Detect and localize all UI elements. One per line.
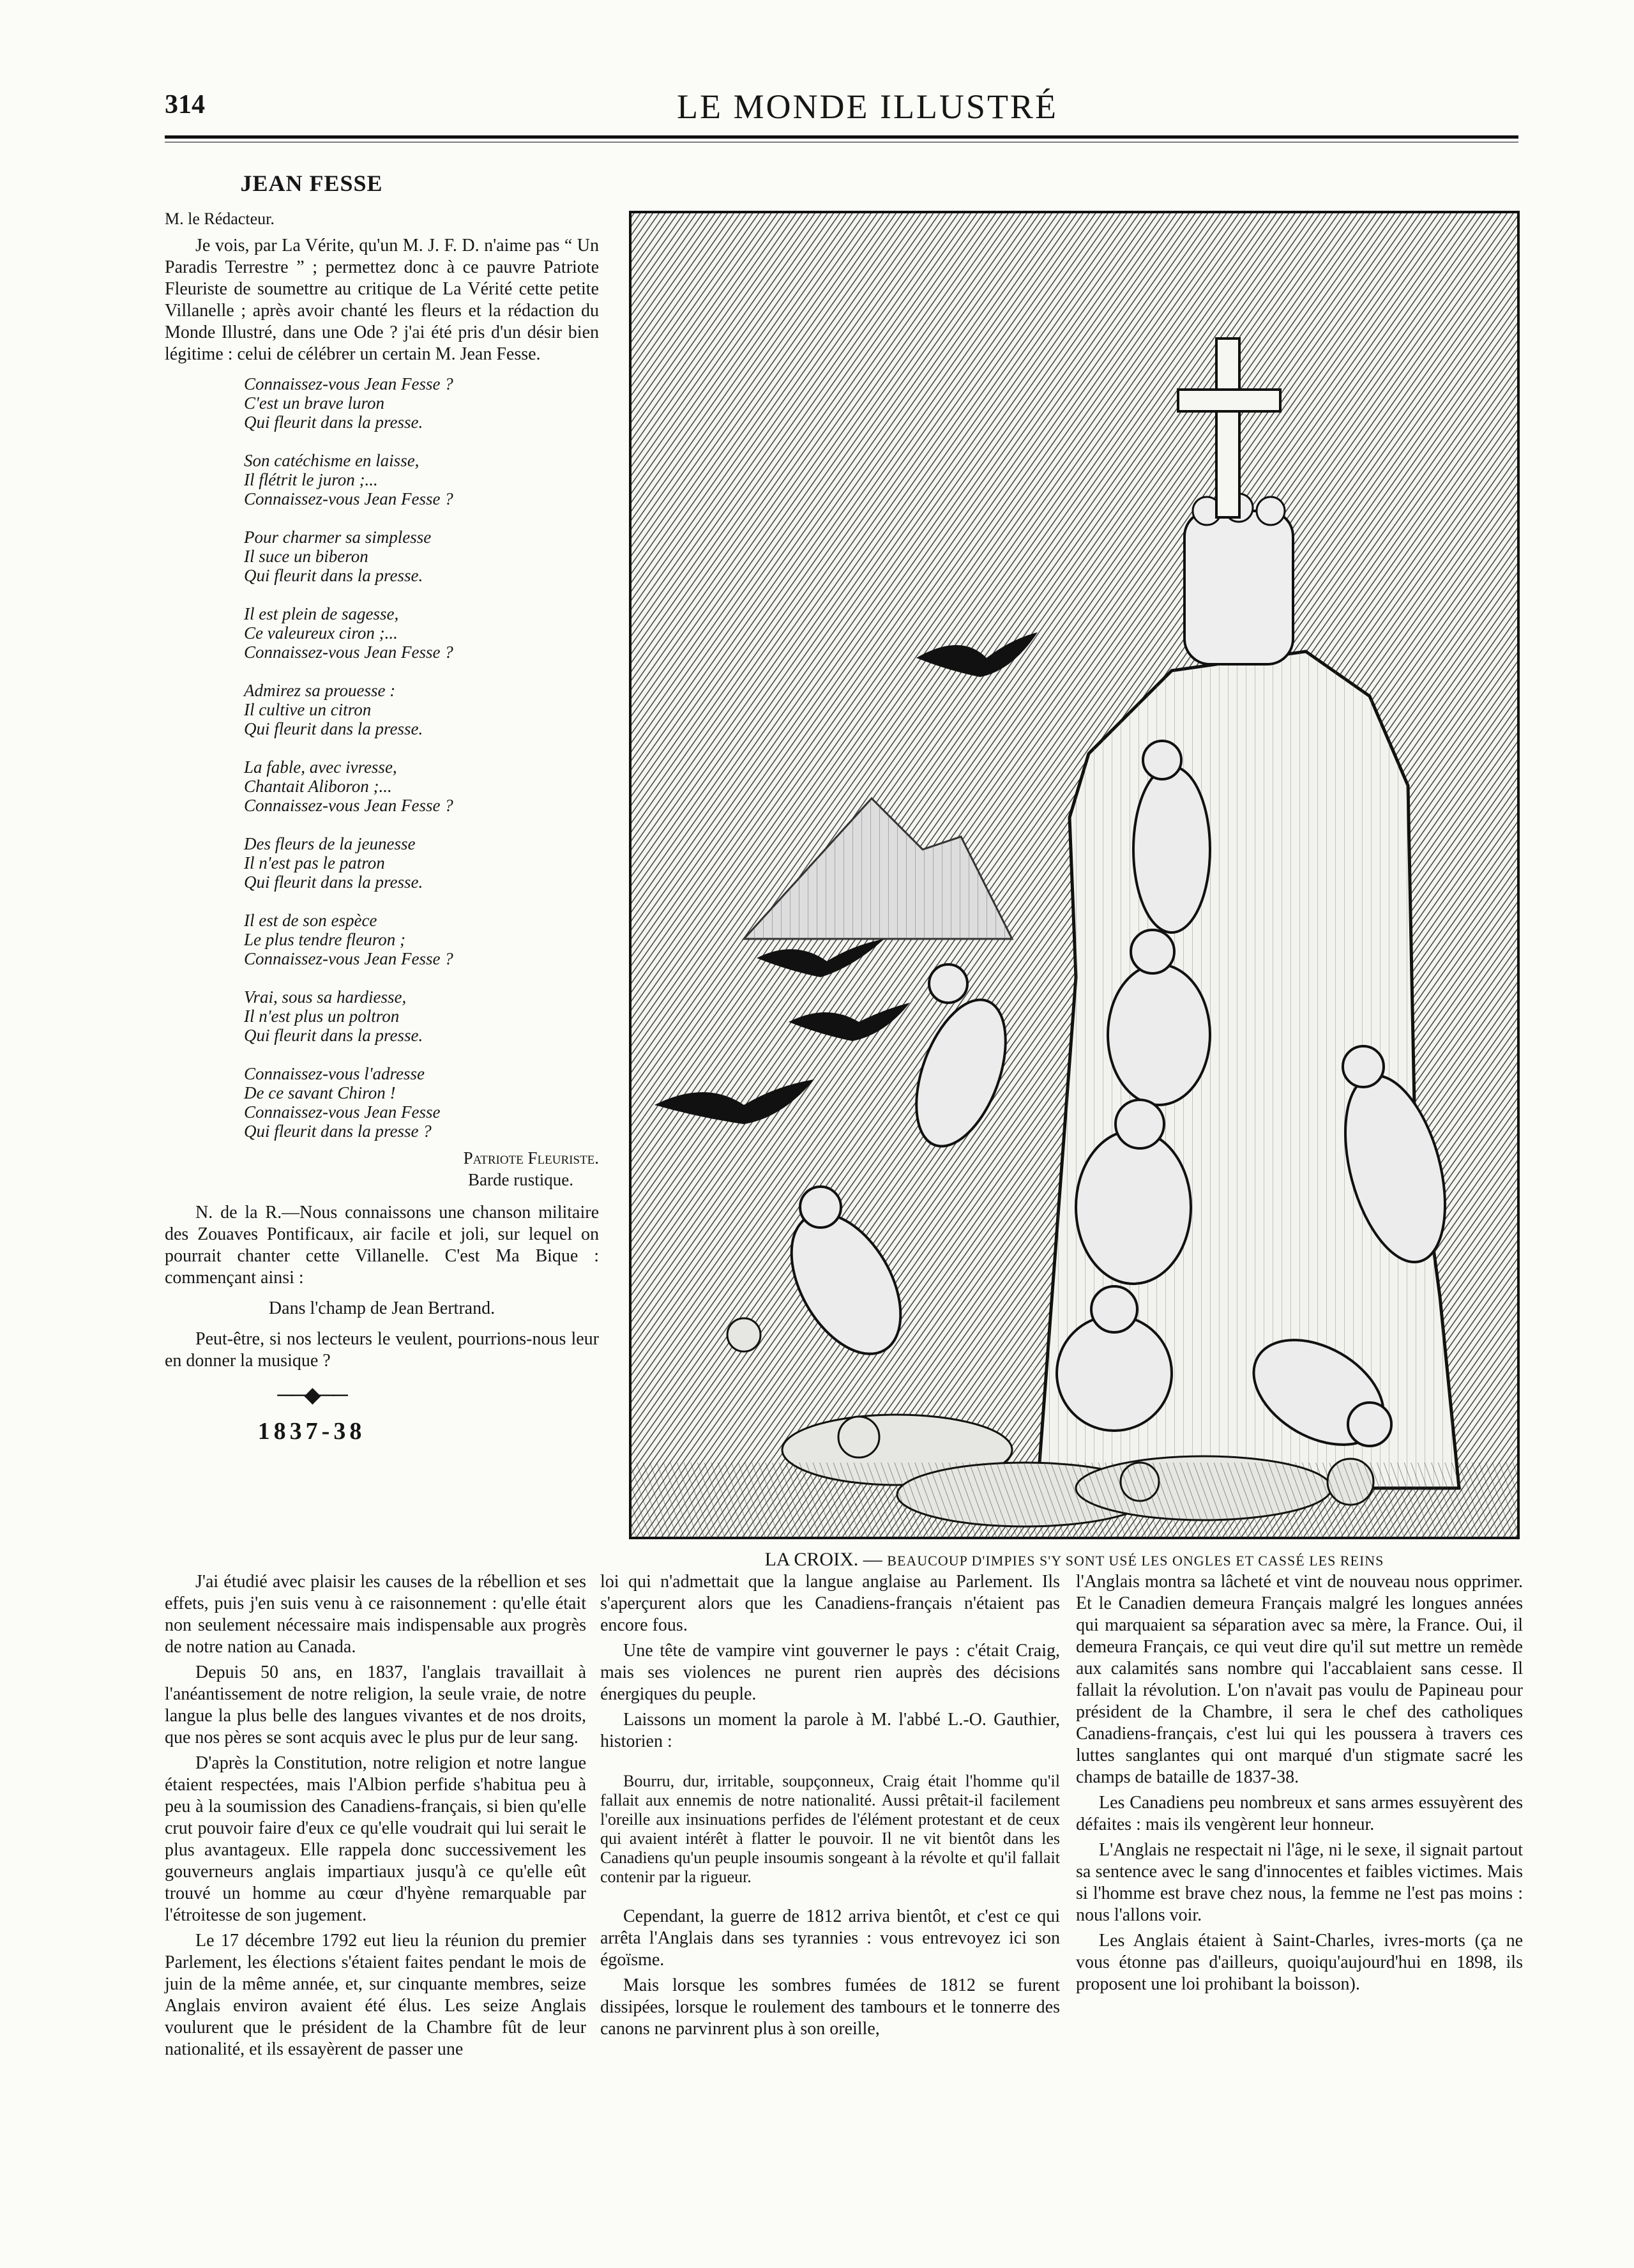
illustration-caption (629, 1549, 1520, 1571)
page-number: 314 (165, 90, 205, 119)
engraving-image (629, 211, 1520, 1539)
paragraph-continued: l'Anglais montra sa lâcheté et vint de nouveau nous opprimer. Et le Canadien demeura Français malgré les longues années qui marquaient sa séparation avec sa mère, la France. Oui, il demeura Français, ce qui veut dire qu'il sut mettre un remède aux calamités sans nombre qui l'accablaient sans cesse. Il fallait la révolution. L'on n'avait pas voulu de Papineau pour président de la Chambre, il sera le chef des catholiques Canadiens-français, c'est lui qui les poussera à travers ces luttes sanglantes qui ont marqué d'un stigmate sacré les champs de bataille de 1837-38. (1076, 1572, 1523, 1787)
editor-note: N. de la R.—Nous connaissons une chanson militaire des Zouaves Pontificaux, air facile et joli, sur lequel on pourrait chanter cette Villanelle. C'est Ma Bique : commençant ainsi : (165, 1203, 599, 1288)
article-1837-col2 (600, 1571, 1060, 2044)
caption-main: LA CROIX. — (764, 1549, 882, 1570)
paragraph: J'ai étudié avec plaisir les causes de la rébellion et ses effets, puis j'en suis venu à ce raisonnement : qu'elle était non seulement nécessaire mais indispensable aux progrès de notre nation au Canada. (165, 1572, 586, 1657)
stanza: Il est plein de sagesse, Ce valeureux ciron ;... Connaissez-vous Jean Fesse ? (244, 604, 453, 662)
paragraph-continued: loi qui n'admettait que la langue anglaise au Parlement. Ils s'aperçurent alors que les Canadiens-français n'étaient pas encore fous. (600, 1572, 1060, 1635)
caption-sub: BEAUCOUP D'IMPIES S'Y SONT USÉ LES ONGLES ET CASSÉ LES REINS (887, 1553, 1384, 1569)
signature-title: Barde rustique. (468, 1170, 573, 1189)
paragraph: Cependant, la guerre de 1812 arriva bientôt, et c'est ce qui arrêta l'Anglais dans ses tyrannies : vous entrevoyez ici son égoïsme. (600, 1906, 1060, 1970)
stanza: Son catéchisme en laisse, Il flétrit le juron ;... Connaissez-vous Jean Fesse ? (244, 451, 453, 508)
paragraph: Les Anglais étaient à Saint-Charles, ivres-morts (ça ne vous étonne pas d'ailleurs, quoiqu'aujourd'hui en 1898, ils proposent une loi prohibant la boisson). (1076, 1931, 1523, 1994)
paragraph: Les Canadiens peu nombreux et sans armes essuyèrent des défaites : mais ils vengèrent leur honneur. (1076, 1793, 1523, 1834)
stanza: Pour charmer sa simplesse Il suce un biberon Qui fleurit dans la presse. (244, 528, 432, 585)
article-title: JEAN FESSE (240, 171, 383, 196)
intro-paragraph: Je vois, par La Vérite, qu'un M. J. F. D. n'aime pas “ Un Paradis Terrestre ” ; permettez donc à ce pauvre Patriote Fleuriste de soumettre au critique de La Vérité cette petite Villanelle ; après avoir chanté les fleurs et la rédaction du Monde Illustré, dans une Ode ? j'ai été pris d'un désir bien légitime : celui de célébrer un certain M. Jean Fesse. (165, 236, 599, 364)
block-quote: Bourru, dur, irritable, soupçonneux, Craig était l'homme qu'il fallait aux ennemis de notre nationalité. Aussi prêtait-il facilement l'oreille aux insinuations perfides de l'élément protestant et de ceux qui avaient intérêt à flatter le pouvoir. Il ne vit bientôt dans les Canadiens qu'un peuple insoumis songeant à la révolte et qu'il fallait contenir par la rigueur. (600, 1772, 1060, 1886)
paragraph: Une tête de vampire vint gouverner le pays : c'était Craig, mais ses violences ne purent rien auprès des décisions énergiques du peuple. (600, 1641, 1060, 1704)
stanza: Des fleurs de la jeunesse Il n'est pas le patron Qui fleurit dans la presse. (244, 834, 423, 892)
header-rule (165, 135, 1518, 139)
masthead: LE MONDE ILLUSTRÉ (677, 88, 1058, 126)
paragraph: Le 17 décembre 1792 eut lieu la réunion du premier Parlement, les élections s'étaient faites pendant le mois de juin de la même année, et, sur cinquante membres, seize Anglais environ avaient été élus. Les seize Anglais voulurent que le président de la Chambre fût de leur nationalité, et ils essayèrent de passer une (165, 1931, 586, 2059)
ornament-divider: ──◆── (277, 1383, 346, 1407)
signature: Patriote Fleuriste. (463, 1148, 599, 1168)
stanza: Admirez sa prouesse : Il cultive un citron Qui fleurit dans la presse. (244, 681, 423, 738)
article-title-1837: 1837-38 (257, 1418, 366, 1445)
paragraph: Laissons un moment la parole à M. l'abbé L.-O. Gauthier, historien : (600, 1710, 1060, 1751)
paragraph: Mais lorsque les sombres fumées de 1812 se furent dissipées, lorsque le roulement des tambours et le tonnerre des canons ne parvinrent plus à son oreille, (600, 1975, 1060, 2039)
paragraph: L'Anglais ne respectait ni l'âge, ni le sexe, il signait partout sa sentence avec le sang d'innocentes et faibles victimes. Mais si l'homme est brave chez nous, la femme ne l'est pas moins : nous l'allons voir. (1076, 1840, 1523, 1925)
stanza: Il est de son espèce Le plus tendre fleuron ; Connaissez-vous Jean Fesse ? (244, 911, 453, 968)
paragraph: Depuis 50 ans, en 1837, l'anglais travaillait à l'anéantissement de notre religion, la seule vraie, de notre langue la plus belle des langues vivantes et de nos droits, que nos pères se sont acquis avec le plus pur de leur sang. (165, 1663, 586, 1747)
paragraph: D'après la Constitution, notre religion et notre langue étaient respectées, mais l'Albion perfide s'habitua peu à peu à la soumission des Canadiens-français, si bien qu'elle crut pouvoir faire d'eux ce qu'elle voudrait qui lui serait le plus avantageux. Elle rappela donc successivement les gouverneurs anglais impartiaux jusqu'à ce qu'elle eût trouvé un homme au cœur d'hyène remarquable par l'étroitesse de son jugement. (165, 1753, 586, 1925)
song-line: Dans l'champ de Jean Bertrand. (268, 1298, 495, 1318)
article-1837-col3 (1076, 1571, 1523, 1999)
closing-paragraph: Peut-être, si nos lecteurs le veulent, pourrions-nous leur en donner la musique ? (165, 1329, 599, 1371)
article-1837-col1 (165, 1571, 586, 2064)
illustration-la-croix (629, 211, 1520, 1539)
stanza: Vrai, sous sa hardiesse, Il n'est plus un poltron Qui fleurit dans la presse. (244, 987, 423, 1045)
stanza: Connaissez-vous l'adresse De ce savant Chiron ! Connaissez-vous Jean Fesse Qui fleurit dans la presse ? (244, 1064, 441, 1141)
salutation: M. le Rédacteur. (165, 209, 275, 228)
stanza: Connaissez-vous Jean Fesse ? C'est un brave luron Qui fleurit dans la presse. (244, 374, 453, 432)
stanza: La fable, avec ivresse, Chantait Aliboron ;... Connaissez-vous Jean Fesse ? (244, 757, 453, 815)
